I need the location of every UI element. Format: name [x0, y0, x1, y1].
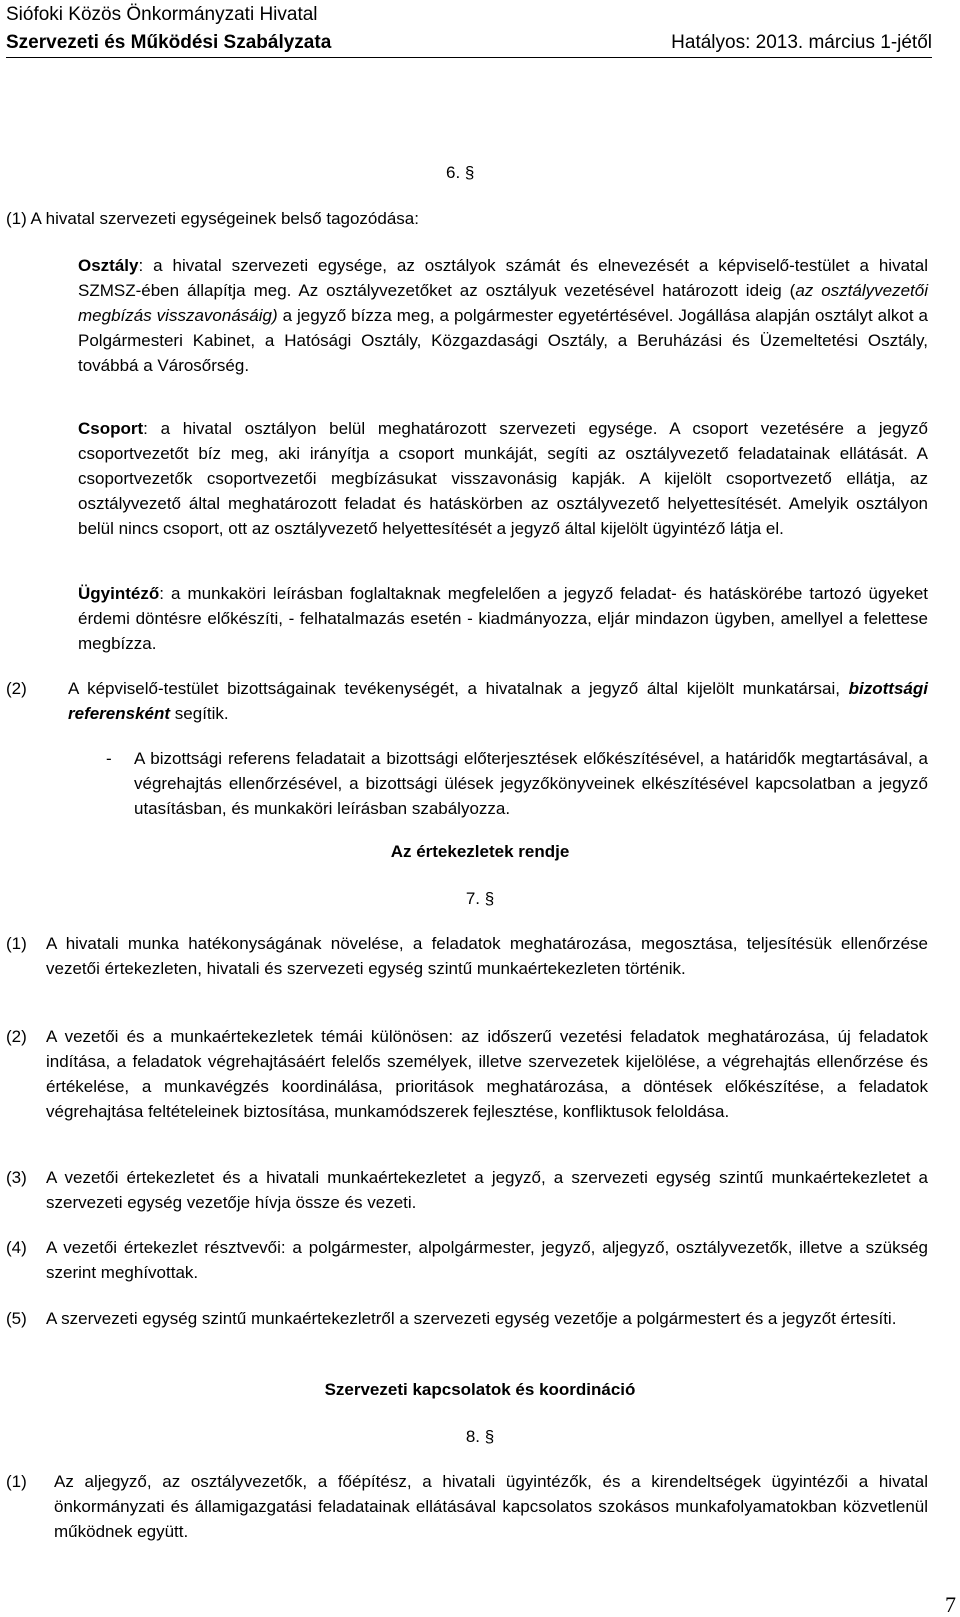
paragraph-label: (3): [6, 1168, 27, 1187]
osztaly-term: Osztály: [78, 256, 139, 275]
paragraph-label: (2): [6, 679, 27, 698]
paragraph-text: A vezetői értekezlet résztvevői: a polgármester, alpolgármester, jegyző, aljegyző, osztályvezetők, illetve a szükség szerint meghívottak.: [46, 1238, 928, 1282]
section-8-heading: 8. §: [465, 1427, 495, 1446]
section-8-title: Szervezeti kapcsolatok és koordináció: [324, 1380, 636, 1399]
header-effective-date: Hatályos: 2013. március 1-jétől: [671, 32, 932, 53]
paragraph-text: Az aljegyző, az osztályvezetők, a főépítész, a hivatali ügyintézők, és a kirendeltségek ügyintézői a hivatal önkormányzati és államigazgatási feladatainak ellátásával kapcsolatos szokásos munkafolyamatokban közvetlenül működnek együtt.: [54, 1472, 928, 1541]
csoport-paragraph: Csoport: a hivatal osztályon belül meghatározott szervezeti egysége. A csoport vezetésére a jegyző csoportvezetőt bíz meg, aki irányítja a csoport munkáját, segíti az osztályvezető feladatainak ellátását. A csoportvezetők csoportvezetői megbízásukat visszavonásig kapják. A kijelölt csoportvezető ellátja, az osztályvezető által meghatározott feladat és hatáskörben az osztályvezető helyettesítését. Amelyik osztályon belül nincs csoport, ott az osztályvezető helyettesítését a jegyző által kijelölt ügyintéző látja el.: [78, 419, 928, 538]
header-org: Siófoki Közös Önkormányzati Hivatal: [6, 4, 318, 25]
osztaly-paragraph: Osztály: a hivatal szervezeti egysége, az osztályok számát és elnevezését a képviselő-testület a hivatal SZMSZ-ében állapítja meg. Az osztályvezetőket az osztályuk vezetésével határozott ideig (az osztályvezetői megbízás visszavonásáig) a jegyző bízza meg, a polgármester egyetértésével. Jogállása alapján osztályt alkot a Polgármesteri Kabinet, a Hatósági Osztály, Közgazdasági Osztály, a Beruházási és Üzemeltetési Osztály, továbbá a Városőrség.: [78, 256, 929, 375]
paragraph-label: (1): [6, 1472, 27, 1491]
section-6-intro: (1) A hivatal szervezeti egységeinek belső tagozódása:: [6, 209, 419, 228]
page-number: 7: [945, 1592, 956, 1617]
csoport-term: Csoport: [78, 419, 144, 438]
paragraph-label: (2): [6, 1027, 27, 1046]
section-7-heading: 7. §: [465, 889, 495, 908]
bullet-paragraph: A bizottsági referens feladatait a bizottsági előterjesztések előkészítésével, a határidők megtartásával, a végrehajtás ellenőrzésével, a bizottsági ülések jegyzőkönyveinek elkészítésével kapcsolatban a jegyző utasításban, és munkaköri leírásban szabályozza.: [134, 749, 928, 818]
paragraph-label: (4): [6, 1238, 27, 1257]
ugyintezo-paragraph: Ügyintéző: a munkaköri leírásban foglaltaknak megfelelően a jegyző feladat- és hatáskörébe tartozó ügyeket érdemi döntésre előkészíti, - felhatalmazás esetén - kiadmányozza, eljár mindazon ügyben, amellyel a felettese megbízza.: [78, 584, 928, 653]
bullet-dash: -: [106, 749, 112, 768]
referens-paragraph: A képviselő-testület bizottságainak tevékenységét, a hivatalnak a jegyző által kijelölt munkatársai, bizottsági referensként segítik.: [68, 679, 928, 723]
section-7-title: Az értekezletek rendje: [390, 842, 570, 861]
paragraph-text: A szervezeti egység szintű munkaértekezletről a szervezeti egység vezetője a polgármestert és a jegyzőt értesíti.: [46, 1309, 897, 1328]
header-doc-title: Szervezeti és Működési Szabályzata: [6, 32, 332, 53]
section-6-heading: 6. §: [446, 163, 475, 182]
header-divider: [6, 57, 932, 58]
ugyintezo-term: Ügyintéző: [78, 584, 160, 603]
paragraph-text: A vezetői és a munkaértekezletek témái különösen: az időszerű vezetési feladatok meghatározása, új feladatok indítása, a feladatok végrehajtásáért felelős személyek, illetve szervezetek kijelölése, a végrehajtás ellenőrzése és értékelése, a munkavégzés koordinálása, prioritások meghatározása, a döntések előkészítése, a feladatok végrehajtása feltételeinek biztosítása, munkamódszerek fejlesztése, konfliktusok feloldása.: [46, 1027, 928, 1121]
paragraph-text: A hivatali munka hatékonyságának növelése, a feladatok meghatározása, megosztása, teljesítésük ellenőrzése vezetői értekezleten, hivatali és szervezeti egység szintű munkaértekezleten történik.: [46, 934, 928, 978]
paragraph-text: A vezetői értekezletet és a hivatali munkaértekezletet a jegyző, a szervezeti egység szintű munkaértekezletet a szervezeti egység vezetője hívja össze és vezeti.: [46, 1168, 928, 1212]
paragraph-label: (5): [6, 1309, 27, 1328]
paragraph-label: (1): [6, 934, 27, 953]
referens-term: bizottsági referensként: [68, 679, 928, 723]
osztaly-italic: az osztályvezetői megbízás visszavonásáig): [78, 281, 929, 325]
